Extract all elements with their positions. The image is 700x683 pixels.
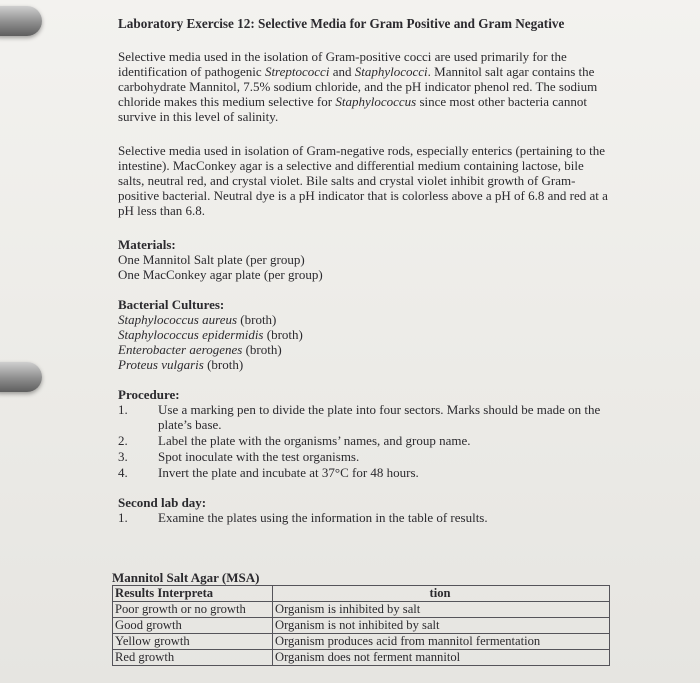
material-item: One MacConkey agar plate (per group): [118, 267, 323, 282]
culture-item: Staphylococcus epidermidis (broth): [118, 327, 303, 342]
second-day-steps: [118, 510, 608, 525]
table-cell: Organism produces acid from mannitol fermentation: [273, 634, 610, 650]
second-day-heading: Second lab day:: [118, 495, 207, 510]
materials-section: [118, 237, 608, 282]
material-item: One Mannitol Salt plate (per group): [118, 252, 305, 267]
table-row: [113, 650, 610, 666]
cultures-section: [118, 297, 608, 372]
procedure-step: 2. Label the plate with the organisms’ names, and group name.: [118, 433, 471, 448]
culture-item: Enterobacter aerogenes (broth): [118, 342, 282, 357]
table-cell: Organism is not inhibited by salt: [273, 618, 610, 634]
intro-paragraph-2: Selective media used in isolation of Gram-negative rods, especially enterics (pertaining to the intestine). MacConkey agar is a selective and differential medium containing lactose, bile salts, neutral red, and crystal violet. Bile salts and crystal violet inhibit growth of Gram-positive bacterial. Neutral dye is a pH indicator that is colorless above a pH of 6.8 and red at a pH less than 6.8.: [118, 143, 608, 218]
procedure-step: 4. Invert the plate and incubate at 37°C for 48 hours.: [118, 465, 419, 480]
culture-item: Staphylococcus aureus (broth): [118, 312, 277, 327]
binder-ring: [0, 6, 42, 36]
table-cell: Good growth: [113, 618, 273, 634]
msa-results-table: [112, 570, 610, 666]
table-row: [113, 618, 610, 634]
table-cell: Organism does not ferment mannitol: [273, 650, 610, 666]
table-row: [113, 602, 610, 618]
table-caption: Mannitol Salt Agar (MSA): [112, 570, 260, 585]
second-day-section: [118, 495, 608, 525]
table-header-cell: Results Interpreta: [113, 586, 273, 602]
second-day-step: 1. Examine the plates using the information in the table of results.: [118, 510, 488, 525]
table-cell: Organism is inhibited by salt: [273, 602, 610, 618]
table-header-cell: tion: [273, 586, 610, 602]
table-cell: Yellow growth: [113, 634, 273, 650]
results-table: [112, 585, 610, 666]
table-row: [113, 634, 610, 650]
procedure-heading: Procedure:: [118, 387, 180, 402]
cultures-heading: Bacterial Cultures:: [118, 297, 225, 312]
page-title: Laboratory Exercise 12: Selective Media for Gram Positive and Gram Negative: [118, 16, 565, 31]
binder-ring: [0, 362, 42, 392]
procedure-section: [118, 387, 608, 480]
procedure-step: 1. Use a marking pen to divide the plate into four sectors. Marks should be made on the plate’s base.: [118, 402, 601, 432]
procedure-step: 3. Spot inoculate with the test organisms.: [118, 449, 360, 464]
materials-heading: Materials:: [118, 237, 176, 252]
culture-item: Proteus vulgaris (broth): [118, 357, 244, 372]
table-cell: Poor growth or no growth: [113, 602, 273, 618]
document-body: [118, 16, 608, 540]
intro-paragraph-1: Selective media used in the isolation of Gram-positive cocci are used primarily for the identification of pathogenic Streptococci and Staphylococci. Mannitol salt agar contains the carbohydrate Mannitol, 7.5% sodium chloride, and the pH indicator phenol red. The sodium chloride makes this medium selective for Staphylococcus since most other bacteria cannot survive in this level of salinity.: [118, 49, 598, 124]
procedure-steps: [118, 402, 608, 480]
table-header-row: [113, 586, 610, 602]
table-cell: Red growth: [113, 650, 273, 666]
